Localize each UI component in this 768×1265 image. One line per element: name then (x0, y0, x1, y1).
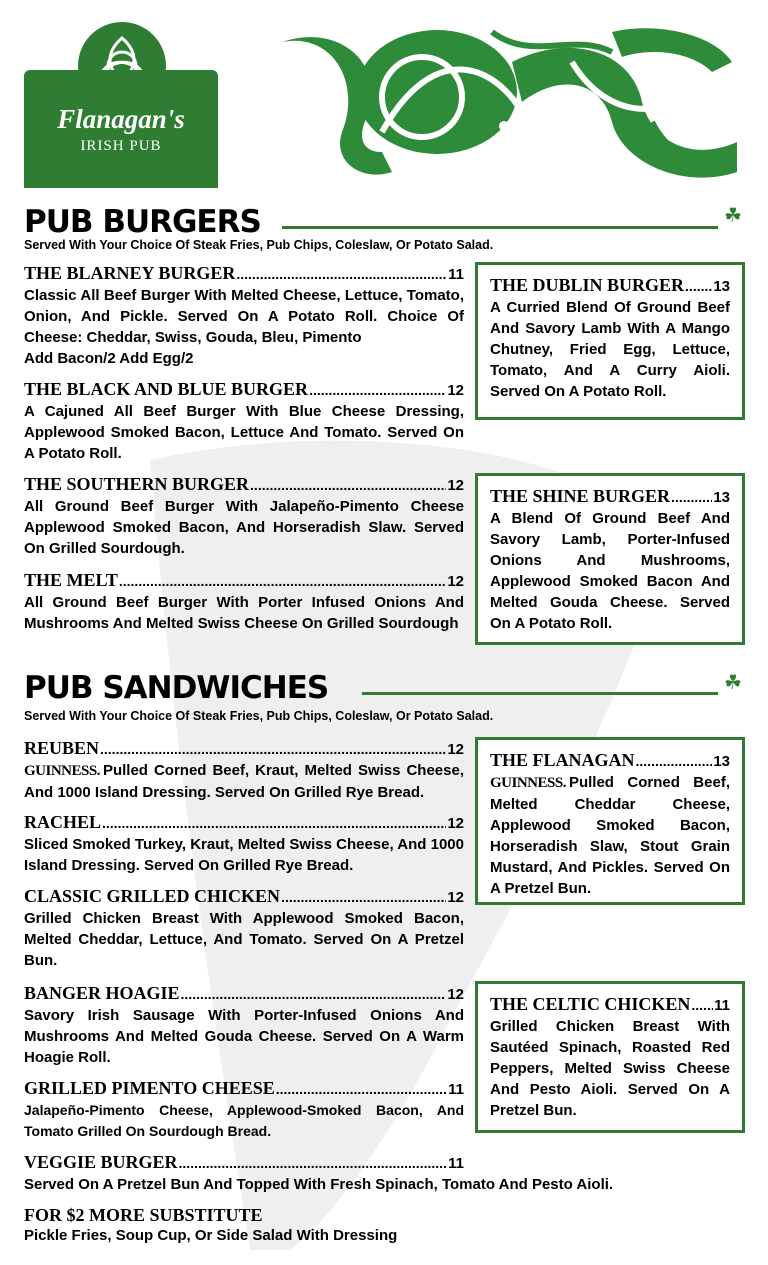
item-price: 12 (447, 889, 464, 906)
burgers-divider (282, 226, 718, 229)
logo-subtitle: IRISH PUB (80, 138, 162, 154)
item-price: 12 (447, 815, 464, 832)
item-price: 12 (447, 741, 464, 758)
item-price: 12 (447, 382, 464, 399)
item-description: A Blend Of Ground Beef And Savory Lamb, Porter-Infused Onions And Mushrooms, Applewood Smoked Bacon And Melted Gouda Cheese. Served On A Potato Roll. (490, 510, 730, 632)
menu-item (24, 474, 464, 559)
guinness-logo: GUINNESS. (24, 763, 100, 779)
menu-item (24, 886, 464, 971)
celtic-knot-icon (272, 22, 742, 190)
item-price: 12 (447, 986, 464, 1003)
shamrock-icon: ☘ (724, 672, 742, 694)
sandwiches-served-note: Served With Your Choice Of Steak Fries, Pub Chips, Coleslaw, Or Potato Salad. (24, 709, 494, 723)
item-price: 13 (713, 489, 730, 506)
menu-item (24, 263, 464, 369)
substitute-note (24, 1205, 744, 1246)
item-description: Grilled Chicken Breast With Applewood Smoked Bacon, Melted Cheddar, Lettuce, And Tomato. Served On A Pretzel Bun. (24, 910, 464, 969)
item-name: THE SOUTHERN BURGER (24, 474, 250, 494)
item-price: 11 (448, 1155, 464, 1172)
menu-item (24, 983, 464, 1068)
item-name: GRILLED PIMENTO CHEESE (24, 1078, 275, 1098)
menu-item (24, 570, 464, 634)
menu-item (24, 1078, 464, 1142)
item-name: RACHEL (24, 812, 102, 832)
item-price: 12 (447, 477, 464, 494)
logo (24, 22, 220, 188)
substitute-description: Pickle Fries, Soup Cup, Or Side Salad With Dressing (24, 1227, 398, 1244)
item-description: Served On A Pretzel Bun And Topped With Fresh Spinach, Tomato And Pesto Aioli. (24, 1176, 614, 1193)
shamrock-icon: ☘ (724, 205, 742, 227)
item-extra: Add Bacon/2 Add Egg/2 (24, 350, 194, 367)
item-description: Classic All Beef Burger With Melted Cheese, Lettuce, Tomato, Onion, And Pickle. Served On A Potato Roll. Choice Of Cheese: Cheddar, Swiss, Gouda, Bleu, Pimento (24, 287, 464, 346)
item-description: A Curried Blend Of Ground Beef And Savory Lamb With A Mango Chutney, Fried Egg, Lettuce, Tomato, And A Curry Aioli. Served On A Potato Roll. (490, 299, 730, 400)
item-name: CLASSIC GRILLED CHICKEN (24, 886, 281, 906)
sandwiches-section-title: PUB SANDWICHES (24, 670, 329, 706)
burgers-section-title: PUB BURGERS (24, 204, 261, 240)
item-name: BANGER HOAGIE (24, 983, 180, 1003)
item-name: THE BLACK AND BLUE BURGER (24, 379, 309, 399)
featured-box (475, 473, 745, 645)
menu-item (24, 1152, 614, 1195)
item-name: THE SHINE BURGER (490, 486, 671, 506)
item-description: Savory Irish Sausage With Porter-Infused Onions And Mushrooms And Melted Gouda Cheese. Served On A Warm Hoagie Roll. (24, 1007, 464, 1066)
item-description: Sliced Smoked Turkey, Kraut, Melted Swiss Cheese, And 1000 Island Dressing. Served On Grilled Rye Bread. (24, 836, 464, 874)
item-description: A Cajuned All Beef Burger With Blue Cheese Dressing, Applewood Smoked Bacon, Lettuce And Tomato. Served On A Potato Roll. (24, 403, 464, 462)
guinness-logo: GUINNESS. (490, 775, 566, 791)
substitute-title: FOR $2 MORE SUBSTITUTE (24, 1205, 263, 1225)
item-description: All Ground Beef Burger With Jalapeño-Pimento Cheese Applewood Smoked Bacon, And Horseradish Slaw. Served On Grilled Sourdough. (24, 498, 464, 557)
item-price: 11 (448, 266, 464, 283)
burgers-served-note: Served With Your Choice Of Steak Fries, Pub Chips, Coleslaw, Or Potato Salad. (24, 238, 494, 252)
item-name: THE BLARNEY BURGER (24, 263, 236, 283)
item-description: All Ground Beef Burger With Porter Infused Onions And Mushrooms And Melted Swiss Cheese On Grilled Sourdough (24, 594, 464, 632)
item-price: 11 (448, 1081, 464, 1098)
featured-box (475, 981, 745, 1133)
logo-name: Flanagan's (57, 104, 185, 134)
menu-item (24, 738, 464, 803)
item-price: 13 (713, 278, 730, 295)
featured-box (475, 737, 745, 905)
item-name: THE DUBLIN BURGER (490, 275, 685, 295)
item-name: REUBEN (24, 738, 100, 758)
item-name: VEGGIE BURGER (24, 1152, 178, 1172)
item-price: 13 (713, 753, 730, 770)
featured-box (475, 262, 745, 420)
item-price: 12 (447, 573, 464, 590)
logo-established: EST. 1992 (24, 172, 218, 184)
item-name: THE CELTIC CHICKEN (490, 994, 691, 1014)
item-description: Pulled Corned Beef, Kraut, Melted Swiss Cheese, And 1000 Island Dressing. Served On Grilled Rye Bread. (24, 762, 464, 801)
item-name: THE FLANAGAN (490, 750, 635, 770)
item-name: THE MELT (24, 570, 118, 590)
item-price: 11 (714, 997, 730, 1014)
menu-item (24, 379, 464, 464)
sandwiches-divider (362, 692, 718, 695)
item-description: Grilled Chicken Breast With Sautéed Spinach, Roasted Red Peppers, Melted Swiss Cheese And Pesto Aioli. Served On A Pretzel Bun. (490, 1018, 730, 1119)
menu-item (24, 812, 464, 876)
item-description: Pulled Corned Beef, Melted Cheddar Cheese, Applewood Smoked Bacon, Horseradish Slaw, Stout Grain Mustard, And Pickles. Served On A Pretzel Bun. (490, 774, 730, 897)
item-description: Jalapeño-Pimento Cheese, Applewood-Smoked Bacon, And Tomato Grilled On Sourdough Bread. (24, 1102, 464, 1139)
